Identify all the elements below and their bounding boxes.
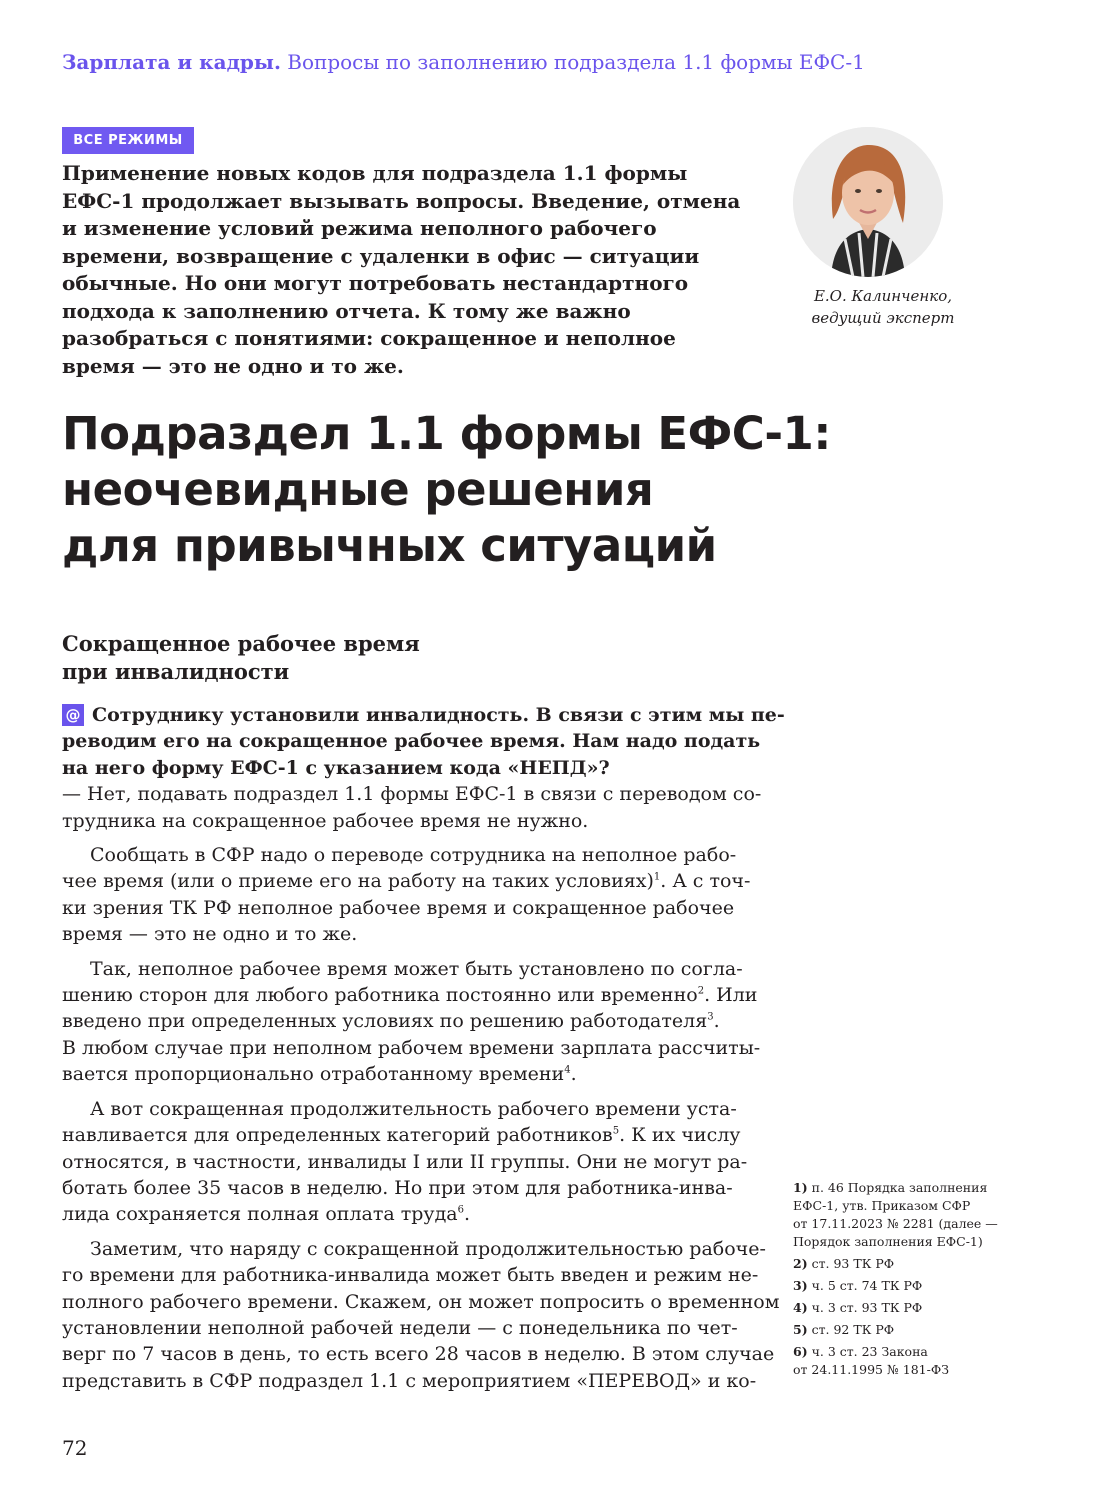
footnote-number: 5) [793,1322,808,1337]
footnote-text: от 17.11.2023 № 2281 (далее — [793,1216,998,1231]
footnote [793,1299,1003,1317]
paragraph-line: относятся, в частности, инвалиды I или II группы. Они не могут ра- [62,1150,748,1173]
author-role: ведущий эксперт [811,309,955,327]
footnote-ref: 6 [457,1204,464,1216]
footnote-text: п. 46 Порядка заполнения [811,1180,988,1195]
running-head-section: Зарплата и кадры. [62,50,281,74]
footnote-text: ЕФС-1, утв. Приказом СФР [793,1198,971,1213]
paragraph-line: ботать более 35 часов в неделю. Но при этом для работника-инва- [62,1176,733,1199]
footnote-ref: 4 [564,1064,571,1076]
paragraph-line: В любом случае при неполном рабочем времени зарплата рассчиты- [62,1036,761,1059]
paragraph [62,1096,748,1228]
paragraph-line: А вот сокращенная продолжительность рабочего времени уста- [90,1097,737,1120]
author-portrait-icon [793,127,943,277]
author-caption [788,285,978,329]
question-block [62,702,785,781]
paragraph-text: . А с точ- [660,870,751,893]
footnote-ref: 1 [653,872,661,884]
paragraph [62,956,761,1088]
footnote-text: ч. 5 ст. 74 ТК РФ [811,1278,923,1293]
paragraph-line: установлении неполной рабочей недели — с понедельника по чет- [62,1316,738,1339]
page-number: 72 [62,1436,88,1460]
paragraph-line: полного рабочего времени. Скажем, он может попросить о временном [62,1290,780,1313]
question-line [62,702,785,728]
footnote-number: 3) [793,1278,808,1293]
footnote-ref: 3 [707,1012,714,1024]
paragraph-text: . [713,1010,720,1033]
footnote-number: 6) [793,1344,808,1359]
footnote [793,1343,1003,1379]
lead-line: обычные. Но они могут потребовать нестандартного [62,271,689,295]
paragraph-text: чее время (или о приеме его на работу на таких условиях) [62,870,654,893]
footnote-text: от 24.11.1995 № 181-ФЗ [793,1362,950,1377]
section-heading [62,630,420,686]
paragraph-line: Сообщать в СФР надо о переводе сотрудника на неполное рабо- [90,844,737,867]
paragraph-line: ки зрения ТК РФ неполное рабочее время и сокращенное рабочее [62,896,735,919]
title-line: Подраздел 1.1 формы ЕФС-1: [62,407,831,460]
author-name: Е.О. Калинченко, [813,287,953,305]
paragraph-line [62,868,751,894]
question-line: реводим его на сокращенное рабочее время. Нам надо подать [62,730,761,753]
paragraph-text: . К их числу [619,1124,741,1147]
paragraph-line: время — это не одно и то же. [62,923,358,946]
paragraph-text: вается пропорционально отработанному времени [62,1063,565,1086]
paragraph-line: представить в СФР подраздел 1.1 с мероприятием «ПЕРЕВОД» и ко- [62,1369,757,1392]
section-heading-line: при инвалидности [62,659,290,684]
paragraph-text: . [463,1203,471,1226]
section-heading-line: Сокращенное рабочее время [62,631,420,656]
lead-line: разобраться с понятиями: сокращенное и неполное [62,326,676,350]
paragraph-text: . Или [704,984,758,1007]
lead-line: подхода к заполнению отчета. К тому же важно [62,298,631,323]
author-photo [793,127,943,277]
paragraph [62,842,751,948]
footnote-ref: 2 [697,985,705,997]
paragraph-text: . [570,1063,577,1086]
question-line: на него форму ЕФС-1 с указанием кода «НЕПД»? [62,756,610,779]
footnote-text: ст. 92 ТК РФ [811,1322,895,1337]
paragraph-line [62,1061,742,1087]
footnote-number: 2) [793,1256,808,1271]
footnote [793,1277,1003,1295]
footnote [793,1321,1003,1339]
lead-line: время — это не одно и то же. [62,353,404,378]
paragraph-line [62,982,758,1008]
lead-line: ЕФС-1 продолжает вызывать вопросы. Введение, отмена [62,188,741,213]
paragraph-line: верг по 7 часов в день, то есть всего 28 часов в неделю. В этом случае [62,1343,775,1366]
lead-line: и изменение условий режима неполного рабочего [62,216,657,240]
title-line: неочевидные решения [62,463,654,516]
footnote-ref: 5 [612,1125,620,1137]
paragraph-text: шению сторон для любого работника постоянно или временно [62,984,698,1007]
paragraph-line [62,1201,742,1227]
footnote-number: 1) [793,1180,808,1195]
lead-paragraph [62,160,742,380]
regime-badge: ВСЕ РЕЖИМЫ [62,127,194,154]
paragraph-line: го времени для работника-инвалида может быть введен и режим не- [62,1264,759,1287]
article-title [62,406,831,574]
paragraph-text: лида сохраняется полная оплата труда [62,1203,458,1226]
footnote-text: ст. 93 ТК РФ [811,1256,895,1271]
paragraph-text: навливается для определенных категорий работников [62,1124,613,1147]
footnote [793,1255,1003,1273]
answer-block [62,781,762,834]
at-sign-icon: @ [62,704,84,726]
answer-line: — Нет, подавать подраздел 1.1 формы ЕФС-1 в связи с переводом со- [62,783,762,806]
lead-line: времени, возвращение с удаленки в офис — ситуации [62,243,700,268]
footnote-number: 4) [793,1300,808,1315]
answer-line: трудника на сокращенное рабочее время не нужно. [62,809,589,832]
article-body [62,702,785,1394]
paragraph [62,1236,780,1394]
footnote [793,1179,1003,1251]
running-head [62,50,865,74]
footnote-text: ч. 3 ст. 93 ТК РФ [811,1300,923,1315]
paragraph-line [62,1008,742,1034]
footnote-text: Порядок заполнения ЕФС-1) [793,1234,983,1249]
footnote-text: ч. 3 ст. 23 Закона [811,1344,928,1359]
title-line: для привычных ситуаций [62,519,717,572]
paragraph-line: Так, неполное рабочее время может быть установлено по согла- [90,957,743,980]
paragraph-line [62,1122,742,1148]
lead-line: Применение новых кодов для подраздела 1.1 формы [62,161,688,185]
running-head-topic: Вопросы по заполнению подраздела 1.1 формы ЕФС-1 [287,50,865,74]
question-text: Сотруднику установили инвалидность. В связи с этим мы пе- [92,704,785,726]
footnotes [793,1179,1003,1383]
paragraph-line: Заметим, что наряду с сокращенной продолжительностью рабоче- [90,1237,766,1260]
paragraph-text: введено при определенных условиях по решению работодателя [62,1010,708,1033]
